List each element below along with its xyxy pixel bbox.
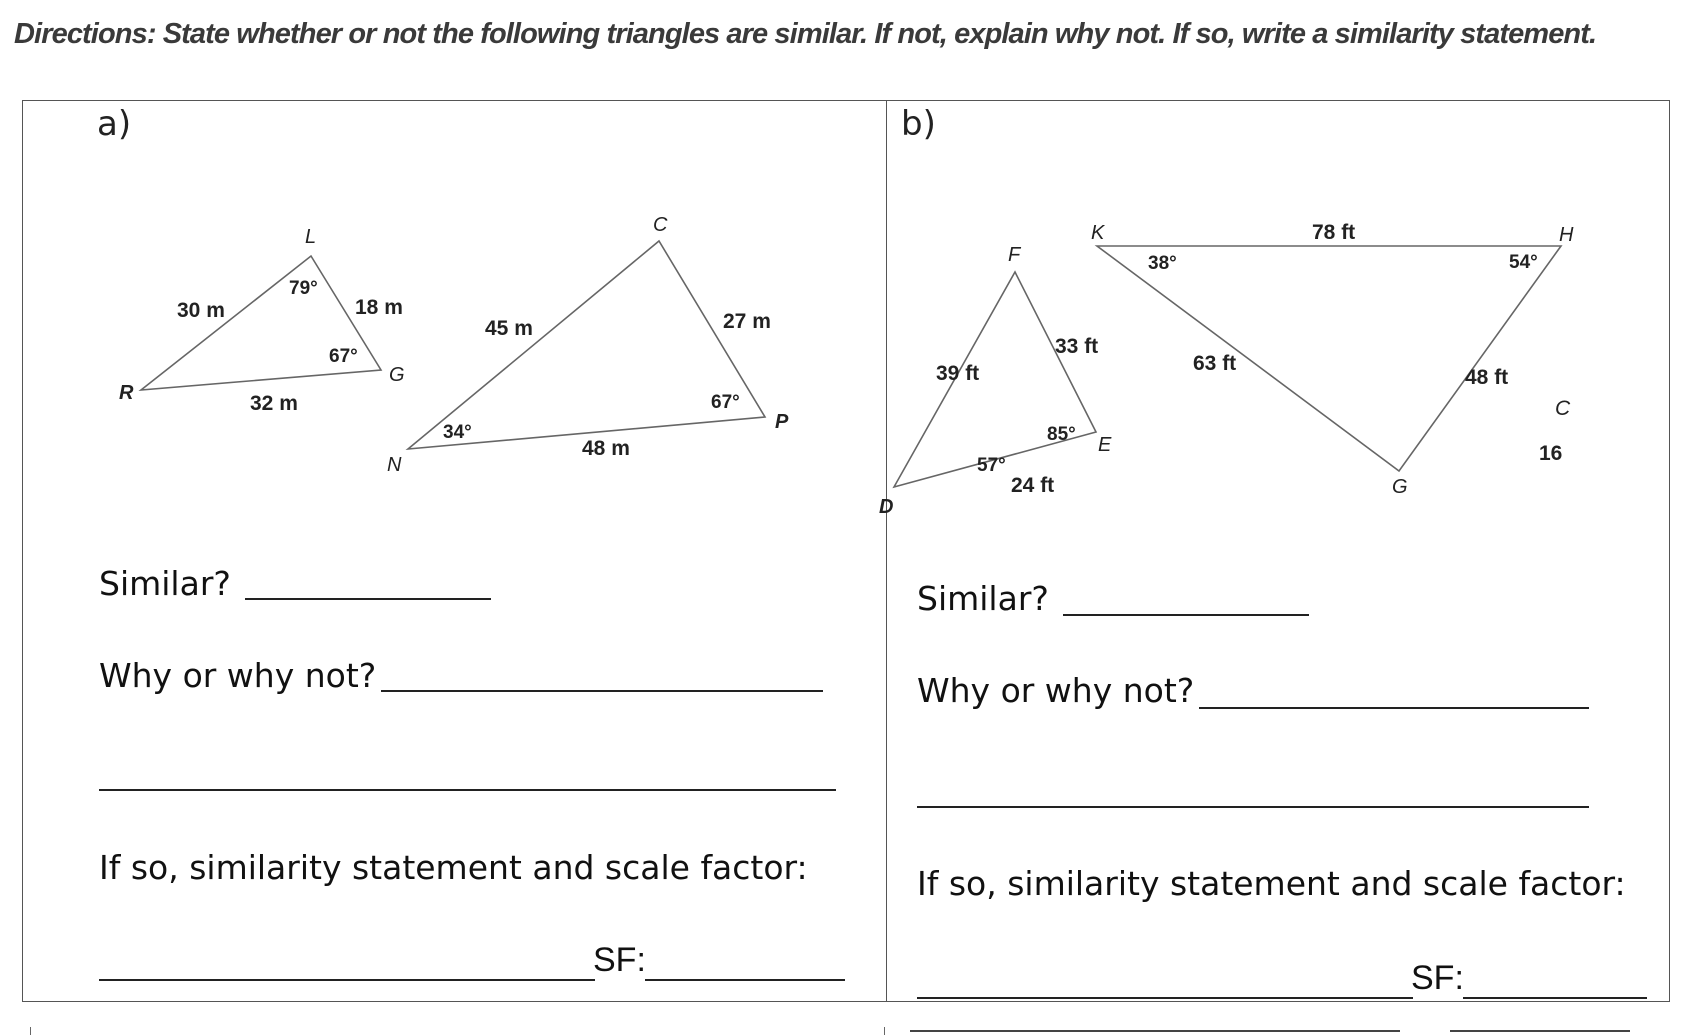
similar-question: Similar?	[917, 579, 1049, 618]
vertex-label: R	[119, 382, 134, 404]
why-answer-blank[interactable]	[381, 690, 823, 692]
statement-answer-blank[interactable]	[99, 979, 595, 981]
vertex-label: G	[389, 364, 405, 386]
cutoff-text: 16	[1539, 442, 1563, 465]
statement-question: If so, similarity statement and scale factor:	[99, 848, 808, 887]
vertex-label: C	[653, 214, 668, 236]
partial-tick	[30, 1027, 31, 1035]
triangle-khg	[1097, 246, 1561, 471]
side-label: 48 ft	[1465, 366, 1509, 389]
why-answer-blank-2[interactable]	[917, 806, 1589, 808]
problem-b-panel	[879, 100, 1670, 1002]
triangle-rlg	[141, 256, 381, 390]
problem-a-panel	[22, 100, 887, 1002]
vertex-label: F	[1008, 244, 1021, 266]
cutoff-text: C	[1555, 397, 1571, 420]
side-label: 24 ft	[1011, 474, 1055, 497]
problem-b-figure	[879, 101, 1671, 551]
side-label: 30 m	[177, 299, 225, 322]
side-label: 27 m	[723, 310, 771, 333]
side-label: 78 ft	[1312, 221, 1356, 244]
angle-label: 38°	[1148, 253, 1177, 274]
similar-answer-blank[interactable]	[1063, 614, 1309, 616]
side-label: 33 ft	[1055, 335, 1099, 358]
angle-label: 54°	[1509, 252, 1538, 273]
similar-answer-blank[interactable]	[245, 598, 491, 600]
partial-line	[910, 1030, 1400, 1032]
sf-label: SF:	[593, 941, 646, 979]
why-question: Why or why not?	[917, 671, 1195, 710]
statement-question: If so, similarity statement and scale factor:	[917, 864, 1626, 903]
vertex-label: E	[1098, 434, 1112, 456]
side-label: 18 m	[355, 296, 403, 319]
vertex-label: P	[775, 411, 789, 433]
vertex-label: K	[1091, 222, 1105, 244]
angle-label: 34°	[443, 422, 472, 443]
why-answer-blank[interactable]	[1199, 707, 1589, 709]
partial-tick	[884, 1027, 885, 1035]
side-label: 45 m	[485, 317, 533, 340]
vertex-label: D	[879, 496, 894, 518]
why-question: Why or why not?	[99, 656, 377, 695]
side-label: 39 ft	[936, 362, 980, 385]
side-label: 63 ft	[1193, 352, 1237, 375]
directions: Directions: State whether or not the following triangles are similar. If not, explain why not. If so, write a similarity statement.	[14, 18, 1597, 50]
vertex-label: G	[1392, 476, 1408, 498]
partial-line	[1450, 1030, 1630, 1032]
sf-label: SF:	[1411, 959, 1464, 997]
angle-label: 67°	[711, 392, 740, 413]
angle-label: 57°	[977, 455, 1006, 476]
sf-answer-blank[interactable]	[645, 979, 845, 981]
angle-label: 85°	[1047, 424, 1076, 445]
sf-answer-blank[interactable]	[1463, 997, 1647, 999]
statement-answer-blank[interactable]	[917, 997, 1413, 999]
angle-label: 79°	[289, 278, 318, 299]
side-label: 48 m	[582, 437, 630, 460]
vertex-label: N	[387, 454, 402, 476]
problem-a-label: a)	[97, 104, 132, 144]
problem-a-figure	[23, 101, 888, 551]
side-label: 32 m	[250, 392, 298, 415]
triangle-ncp	[408, 241, 765, 449]
angle-label: 67°	[329, 346, 358, 367]
problem-b-label: b)	[901, 104, 936, 144]
vertex-label: L	[305, 226, 317, 248]
why-answer-blank-2[interactable]	[99, 789, 836, 791]
vertex-label: H	[1559, 224, 1574, 246]
similar-question: Similar?	[99, 564, 231, 603]
